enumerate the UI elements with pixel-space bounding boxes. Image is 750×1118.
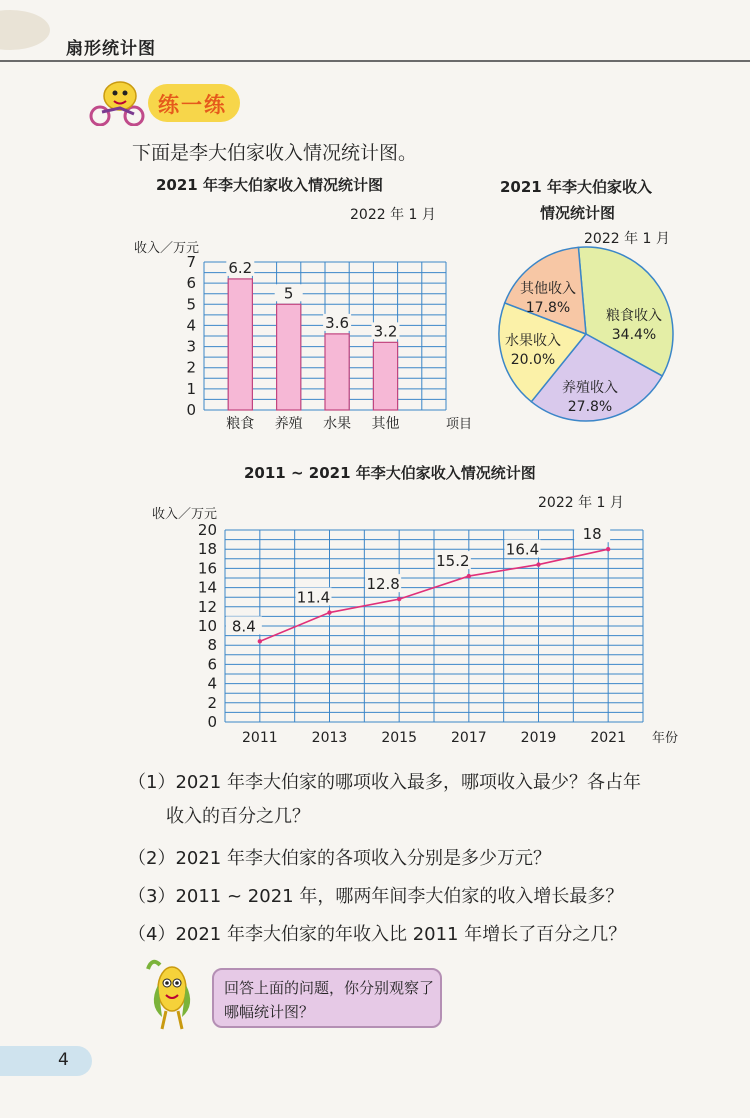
line-y-tick: 16: [197, 559, 217, 578]
bar-value-label: 3.6: [325, 313, 350, 332]
bar-x-tick: 水果: [323, 416, 352, 432]
bar-y-tick: 0: [186, 401, 196, 419]
bar-value-label: 5: [283, 284, 294, 303]
line-y-axis-label: 收入／万元: [152, 507, 218, 522]
bar-x-tick: 粮食: [226, 416, 255, 432]
bar-1: [277, 304, 301, 410]
bar-y-tick: 7: [186, 253, 196, 271]
bar-y-tick: 2: [186, 358, 196, 377]
bar-x-tick: 其他: [371, 416, 400, 432]
line-x-tick: 2017: [451, 730, 487, 746]
practice-label: 练一练: [158, 93, 227, 117]
line-y-tick: 10: [197, 617, 217, 635]
pie-slice-name: 水果收入: [505, 333, 561, 349]
line-x-tick: 2019: [520, 730, 557, 746]
question-3: （3）2011 ~ 2021 年，哪两年间李大伯家的收入增长最多？: [128, 886, 624, 907]
line-value-label: 18: [582, 525, 602, 544]
line-y-tick: 8: [207, 636, 217, 655]
bar-chart-title: 2021 年李大伯家收入情况统计图: [156, 176, 383, 194]
bar-y-tick: 4: [186, 316, 196, 335]
line-value-label: 12.8: [366, 575, 400, 594]
bar-x-tick: 养殖: [274, 416, 303, 432]
line-point: [397, 597, 401, 601]
line-chart: [152, 506, 678, 746]
line-value-label: 15.2: [436, 552, 470, 571]
line-x-tick: 2015: [381, 730, 417, 746]
line-y-tick: 6: [207, 655, 217, 674]
pie-slice-name: 粮食收入: [606, 308, 662, 324]
line-y-tick: 4: [207, 674, 217, 693]
line-y-tick: 20: [197, 521, 217, 539]
line-value-label: 16.4: [505, 540, 540, 559]
bar-value-label: 3.2: [373, 322, 398, 341]
line-y-tick: 14: [197, 578, 217, 597]
pie-chart-date: 2022 年 1 月: [584, 231, 670, 247]
bar-chart-date: 2022 年 1 月: [350, 207, 436, 223]
line-x-tick: 2013: [311, 730, 348, 746]
line-y-tick: 18: [197, 540, 217, 559]
pie-chart-title-line1: 2021 年李大伯家收入: [500, 178, 652, 196]
pie-slice-name: 养殖收入: [562, 380, 618, 396]
question-2: （2）2021 年李大伯家的各项收入分别是多少万元？: [128, 848, 551, 869]
bar-0: [228, 279, 252, 410]
line-value-label: 11.4: [296, 588, 331, 607]
page-number: 4: [58, 1050, 69, 1070]
pie-chart-title-line2: 情况统计图: [540, 204, 616, 222]
pie-slice-name: 其他收入: [520, 281, 576, 297]
bar-x-axis-label: 项目: [446, 417, 473, 432]
pie-slice-percent: 27.8%: [567, 399, 613, 415]
bar-y-axis-label: 收入／万元: [134, 241, 200, 256]
intro-text: 下面是李大伯家收入情况统计图。: [132, 142, 418, 164]
pie-slice-percent: 17.8%: [525, 300, 571, 316]
pie-slice-percent: 34.4%: [611, 327, 657, 343]
line-point: [258, 639, 262, 643]
line-chart-title: 2011 ~ 2021 年李大伯家收入情况统计图: [244, 464, 536, 482]
speech-bubble-text: 回答上面的问题，你分别观察了哪幅统计图？: [224, 979, 435, 1021]
section-title: 扇形统计图: [66, 39, 156, 59]
line-point: [606, 547, 610, 551]
corn-mascot-icon: [140, 955, 210, 1035]
line-x-tick: 2011: [242, 730, 278, 746]
line-point: [536, 562, 540, 566]
bar-chart: [134, 240, 472, 432]
page-number-tab: [0, 1046, 92, 1076]
question-1-continued: 收入的百分之几？: [166, 806, 310, 827]
line-point: [467, 574, 471, 578]
line-x-axis-label: 年份: [652, 731, 679, 746]
pie-slice-percent: 20.0%: [510, 352, 556, 368]
line-value-label: 8.4: [231, 617, 256, 636]
bar-y-tick: 5: [186, 295, 196, 314]
bar-3: [373, 342, 397, 410]
pie-chart: [499, 247, 673, 421]
bar-2: [325, 334, 349, 410]
line-y-tick: 2: [207, 693, 217, 712]
line-y-tick: 12: [197, 597, 217, 616]
bar-value-label: 6.2: [228, 258, 253, 277]
bar-y-tick: 3: [186, 337, 196, 356]
question-4: （4）2021 年李大伯家的年收入比 2011 年增长了百分之几？: [128, 924, 627, 945]
line-point: [327, 610, 331, 614]
bar-y-tick: 6: [186, 274, 196, 293]
bar-y-tick: 1: [186, 379, 196, 398]
line-x-tick: 2021: [590, 730, 626, 746]
line-chart-date: 2022 年 1 月: [538, 495, 624, 511]
question-1: （1）2021 年李大伯家的哪项收入最多，哪项收入最少？各占年: [128, 772, 641, 793]
line-y-tick: 0: [207, 713, 217, 731]
